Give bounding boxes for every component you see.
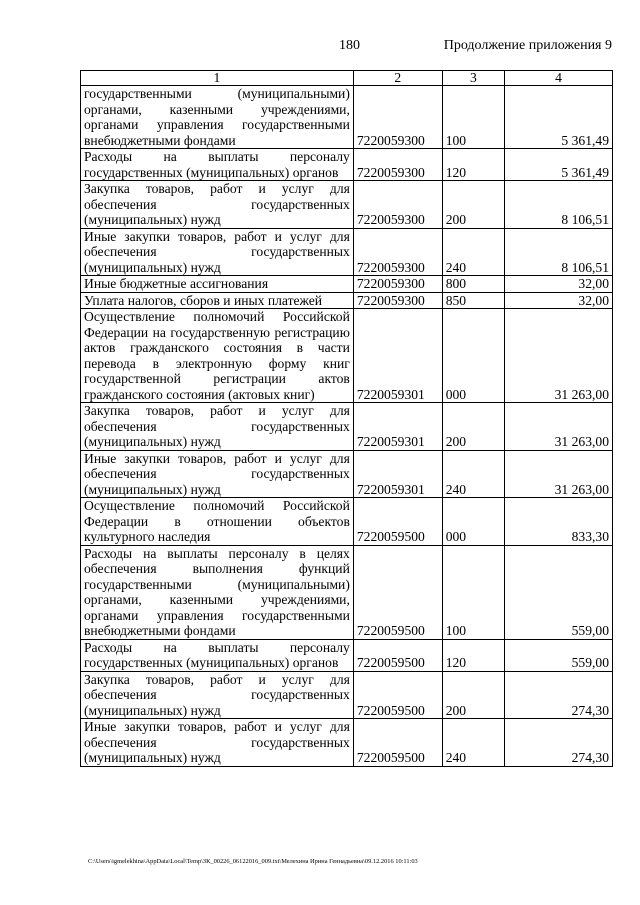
table-row (81, 719, 613, 767)
expense-kind: 000 (442, 498, 504, 546)
item-code: 7220059500 (353, 639, 442, 671)
item-name: Уплата налогов, сборов и иных платежей (81, 292, 354, 309)
item-code: 7220059301 (353, 450, 442, 498)
item-name: Иные закупки товаров, работ и услуг для обеспечения государственных (муниципальных) нужд (81, 450, 354, 498)
item-code: 7220059300 (353, 149, 442, 181)
item-sum: 559,00 (505, 545, 613, 639)
page-number: 180 (339, 38, 360, 53)
item-sum: 32,00 (505, 292, 613, 309)
item-sum: 31 263,00 (505, 309, 613, 403)
item-code: 7220059300 (353, 181, 442, 229)
item-name: государственными (муниципальными) органами, казенными учреждениями, органами управления государственными внебюджетными фондами (81, 86, 354, 149)
expense-kind: 100 (442, 86, 504, 149)
item-code: 7220059301 (353, 403, 442, 451)
item-code: 7220059500 (353, 719, 442, 767)
expense-kind: 200 (442, 671, 504, 719)
table-row (81, 149, 613, 181)
item-sum: 274,30 (505, 671, 613, 719)
table-row (81, 292, 613, 309)
expense-kind: 000 (442, 309, 504, 403)
item-code: 7220059301 (353, 309, 442, 403)
column-header: 1 (81, 71, 354, 86)
item-name: Закупка товаров, работ и услуг для обеспечения государственных (муниципальных) нужд (81, 181, 354, 229)
table-row (81, 498, 613, 546)
item-sum: 8 106,51 (505, 228, 613, 276)
item-name: Закупка товаров, работ и услуг для обеспечения государственных (муниципальных) нужд (81, 403, 354, 451)
item-name: Расходы на выплаты персоналу в целях обеспечения выполнения функций государственными (муниципальными) органами, казенными учреждениями, органами управления государственными внебюджетными фондами (81, 545, 354, 639)
table-row (81, 86, 613, 149)
column-header: 2 (353, 71, 442, 86)
item-name: Иные закупки товаров, работ и услуг для обеспечения государственных (муниципальных) нужд (81, 719, 354, 767)
item-sum: 8 106,51 (505, 181, 613, 229)
expense-kind: 200 (442, 181, 504, 229)
appendix-label: Продолжение приложения 9 (443, 38, 612, 53)
item-sum: 31 263,00 (505, 450, 613, 498)
item-code: 7220059500 (353, 671, 442, 719)
item-sum: 274,30 (505, 719, 613, 767)
table-row (81, 276, 613, 293)
item-name: Закупка товаров, работ и услуг для обеспечения государственных (муниципальных) нужд (81, 671, 354, 719)
table-header-row (81, 71, 613, 86)
item-sum: 5 361,49 (505, 86, 613, 149)
item-sum: 833,30 (505, 498, 613, 546)
item-code: 7220059500 (353, 545, 442, 639)
item-name: Иные бюджетные ассигнования (81, 276, 354, 293)
table-row (81, 228, 613, 276)
item-name: Иные закупки товаров, работ и услуг для обеспечения государственных (муниципальных) нужд (81, 228, 354, 276)
item-code: 7220059300 (353, 292, 442, 309)
item-name: Расходы на выплаты персоналу государственных (муниципальных) органов (81, 149, 354, 181)
item-code: 7220059300 (353, 228, 442, 276)
expense-kind: 200 (442, 403, 504, 451)
item-code: 7220059500 (353, 498, 442, 546)
table-row (81, 639, 613, 671)
item-sum: 559,00 (505, 639, 613, 671)
expense-kind: 800 (442, 276, 504, 293)
column-header: 3 (442, 71, 504, 86)
item-name: Осуществление полномочий Российской Федерации на государственную регистрацию актов гражданского состояния в части перевода в электронную форму книг государственной регистрации актов гражданского состояния (актовых книг) (81, 309, 354, 403)
item-name: Осуществление полномочий Российской Федерации в отношении объектов культурного наследия (81, 498, 354, 546)
item-code: 7220059300 (353, 276, 442, 293)
item-name: Расходы на выплаты персоналу государственных (муниципальных) органов (81, 639, 354, 671)
expense-kind: 240 (442, 719, 504, 767)
expense-kind: 240 (442, 228, 504, 276)
expense-kind: 240 (442, 450, 504, 498)
expense-kind: 120 (442, 639, 504, 671)
table-row (81, 671, 613, 719)
file-path-footer: C:\Users\igmelekhina\AppData\Local\Temp\ЗК_00226_06122016_009.txt\Мелехина Ирина Геннадьевна\09.12.2016 10:11:03 (88, 858, 418, 865)
table-row (81, 181, 613, 229)
item-code: 7220059300 (353, 86, 442, 149)
table-row (81, 309, 613, 403)
table-row (81, 545, 613, 639)
table-row (81, 450, 613, 498)
item-sum: 31 263,00 (505, 403, 613, 451)
expense-kind: 100 (442, 545, 504, 639)
column-header: 4 (505, 71, 613, 86)
table-row (81, 403, 613, 451)
item-sum: 32,00 (505, 276, 613, 293)
budget-table (80, 70, 613, 767)
expense-kind: 850 (442, 292, 504, 309)
item-sum: 5 361,49 (505, 149, 613, 181)
expense-kind: 120 (442, 149, 504, 181)
